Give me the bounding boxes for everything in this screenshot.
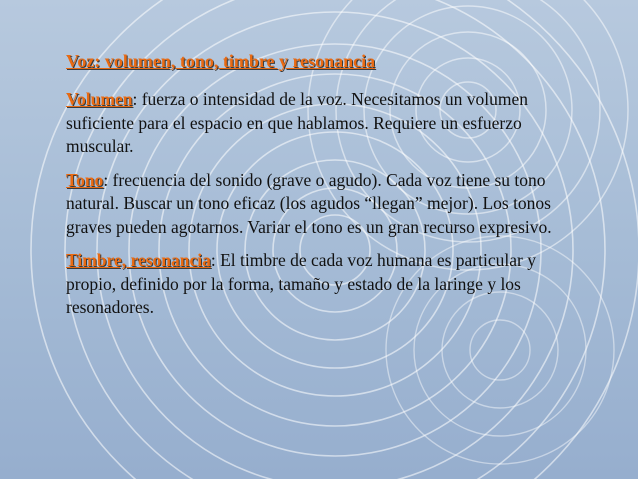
section-timbre-resonancia bbox=[66, 249, 586, 320]
text-volumen: : fuerza o intensidad de la voz. Necesitamos un volumen suficiente para el espacio en que hablamos. Requiere un esfuerzo muscular. bbox=[66, 89, 529, 156]
text-timbre-resonancia: : El timbre de cada voz humana es particular y propio, definido por la forma, tamaño y estado de la laringe y los resonadores. bbox=[66, 250, 536, 317]
term-tono: Tono bbox=[66, 169, 104, 190]
term-timbre-resonancia: Timbre, resonancia bbox=[66, 250, 211, 270]
slide-title: Voz: volumen, tono, timbre y resonancia bbox=[66, 51, 376, 71]
section-tono bbox=[66, 169, 586, 240]
text-tono: : frecuencia del sonido (grave o agudo). Cada voz tiene su tono natural. Buscar un tono eficaz (los agudos “llegan” mejor). Los tonos graves pueden agotarnos. Variar el tono es un gran recurso expresivo. bbox=[66, 169, 552, 237]
slide-content bbox=[66, 50, 586, 330]
section-volumen bbox=[66, 88, 586, 159]
term-volumen: Volumen bbox=[66, 89, 133, 109]
